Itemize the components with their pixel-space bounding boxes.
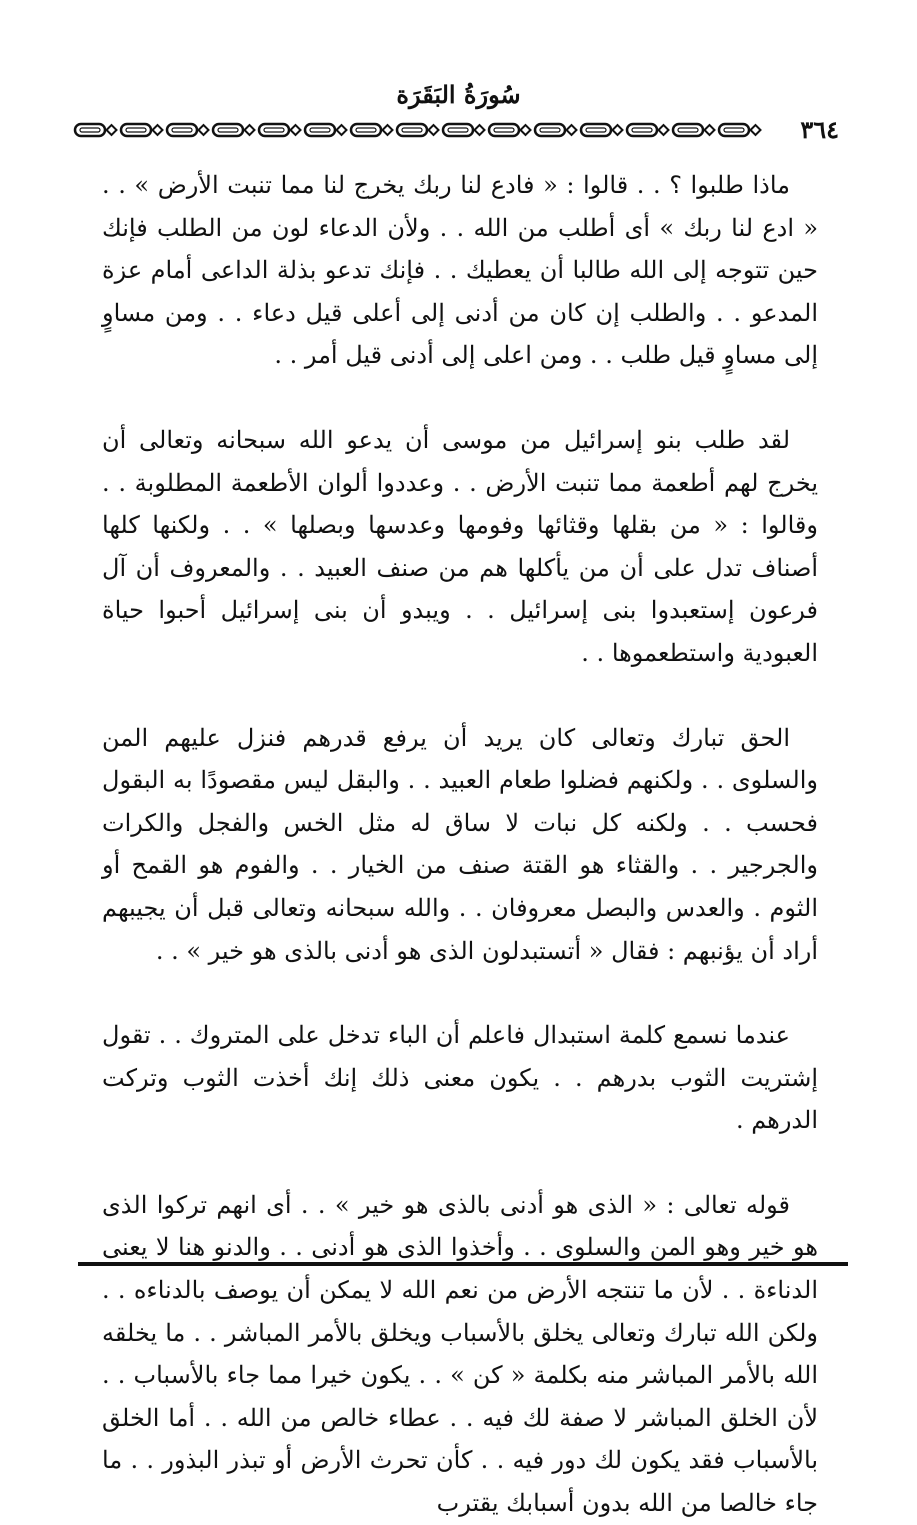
ornament-diamond <box>613 125 623 135</box>
ornament-link-inner <box>448 128 468 132</box>
ornament-diamond <box>383 125 393 135</box>
paragraph: عندما نسمع كلمة استبدال فاعلم أن الباء تدخل على المتروك . . تقول إشتريت الثوب بدرهم . . يكون معنى ذلك إنك أخذت الثوب وتركت الدرهم . <box>102 1021 818 1135</box>
ornament-link-inner <box>586 128 606 132</box>
page-number: ٣٦٤ <box>794 118 845 142</box>
ornament-link-inner <box>264 128 284 132</box>
ornamental-border-icon <box>72 118 772 142</box>
ornament-link-inner <box>678 128 698 132</box>
paragraph: الحق تبارك وتعالى كان يريد أن يرفع قدرهم فنزل عليهم المن والسلوى . . ولكنهم فضلوا طعام العبيد . . والبقل ليس مقصودًا به البقول فحسب . . ولكنه كل نبات لا ساق له مثل الخس والفجل والكرات والجرجير . . والقثاء هو القتة صنف من الخيار . . والفوم هو القمح أو الثوم . والعدس والبصل معروفان . . والله سبحانه وتعالى قبل أن يجيبهم أراد أن يؤنبهم : فقال « أتستبدلون الذى هو أدنى بالذى هو خير » . . <box>102 723 818 965</box>
ornament-link-inner <box>724 128 744 132</box>
ornament-diamond <box>245 125 255 135</box>
ornament-diamond <box>429 125 439 135</box>
footer-rule <box>78 1262 848 1266</box>
ornament-link-inner <box>356 128 376 132</box>
ornament-link-inner <box>632 128 652 132</box>
body-text <box>102 164 818 1525</box>
ornament-diamond <box>199 125 209 135</box>
ornament-diamond <box>705 125 715 135</box>
ornament-link-inner <box>402 128 422 132</box>
header-ornament-band <box>72 115 845 144</box>
ornament-diamond <box>107 125 117 135</box>
ornament-diamond <box>337 125 347 135</box>
ornament-diamond <box>475 125 485 135</box>
ornament-link-inner <box>172 128 192 132</box>
ornament-link-inner <box>540 128 560 132</box>
ornament-diamond <box>659 125 669 135</box>
surah-title: سُورَةُ البَقَرَة <box>396 80 521 109</box>
ornament-link-inner <box>494 128 514 132</box>
paragraph: قوله تعالى : « الذى هو أدنى بالذى هو خير » . . أى انهم تركوا الذى هو خير وهو المن والسلوى . . وأخذوا الذى هو أدنى . . والدنو هنا لا يعنى الدناءة . . لأن ما تنتجه الأرض من نعم الله لا يمكن أن يوصف بالدناءه . . ولكن الله تبارك وتعالى يخلق بالأسباب ويخلق بالأمر المباشر . . ما يخلقه الله بالأمر المباشر منه بكلمة « كن » . . يكون خيرا مما جاء بالأسباب . . لأن الخلق المباشر لا صفة لك فيه . . عطاء خالص من الله . . أما الخلق بالأسباب فقد يكون لك دور فيه . . كأن تحرث الأرض أو تبذر البذور . . ما جاء خالصا من الله بدون أسبابك يقترب <box>102 1190 818 1518</box>
paragraph: ماذا طلبوا ؟ . . قالوا : « فادع لنا ربك يخرج لنا مما تنبت الأرض » . . « ادع لنا ربك » أى أطلب من الله . . ولأن الدعاء لون من الطلب فإنك حين تتوجه إلى الله طالبا أن يعطيك . . فإنك تدعو بذلة الداعى أمام عزة المدعو . . والطلب إن كان من أدنى إلى أعلى قيل دعاء . . ومن مساوٍ إلى مساوٍ قيل طلب . . ومن اعلى إلى أدنى قيل أمر . . <box>102 171 818 370</box>
ornament-link-inner <box>218 128 238 132</box>
ornament-diamond <box>521 125 531 135</box>
ornament-diamond <box>291 125 301 135</box>
ornament-link-inner <box>126 128 146 132</box>
ornament-diamond <box>751 125 761 135</box>
ornament-diamond <box>153 125 163 135</box>
paragraph: لقد طلب بنو إسرائيل من موسى أن يدعو الله سبحانه وتعالى أن يخرج لهم أطعمة مما تنبت الأرض . . وعددوا ألوان الأطعمة المطلوبة . . وقالوا : « من بقلها وقثائها وفومها وعدسها وبصلها » . . ولكنها كلها أصناف تدل على أن من يأكلها هم من صنف العبيد . . والمعروف أن آل فرعون إستعبدوا بنى إسرائيل . . ويبدو أن بنى إسرائيل أحبوا حياة العبودية واستطعموها . . <box>102 425 818 667</box>
ornament-diamond <box>567 125 577 135</box>
ornament-link-inner <box>80 128 100 132</box>
ornament-link-inner <box>310 128 330 132</box>
